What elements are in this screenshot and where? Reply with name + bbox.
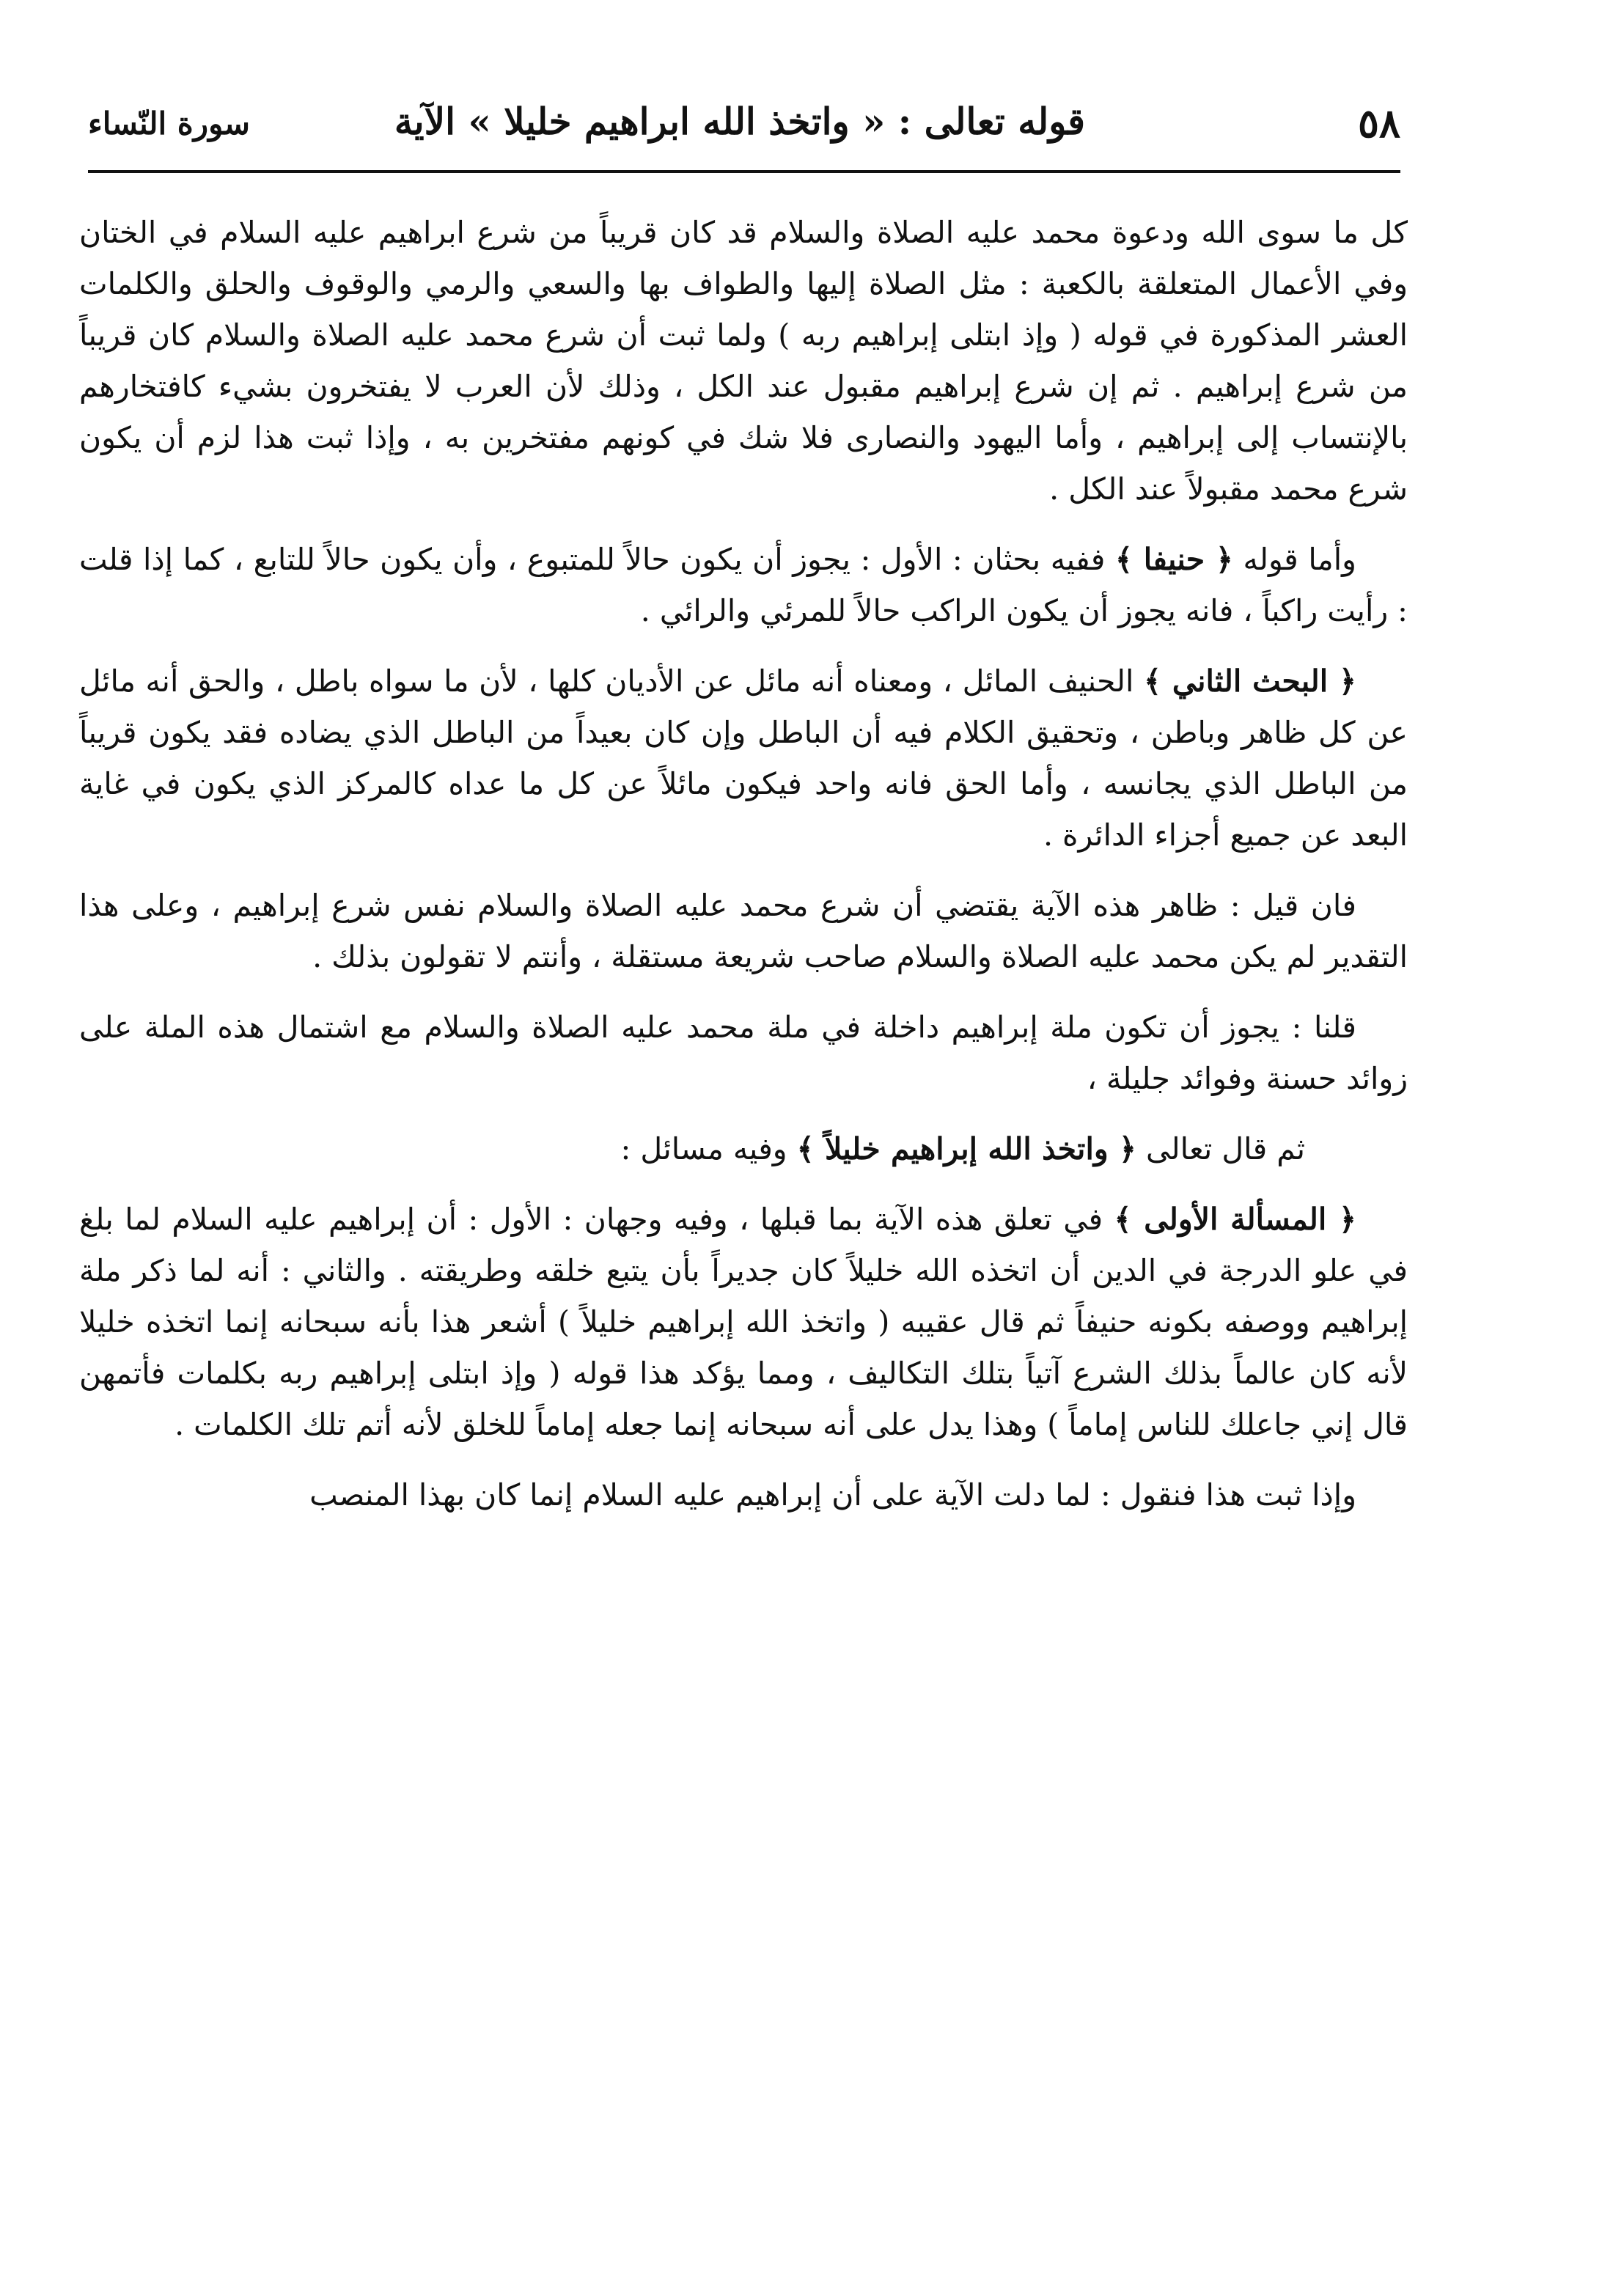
quoted-verse: ﴿ واتخذ الله إبراهيم خليلاً ﴾ (796, 1131, 1136, 1166)
paragraph-text: الحنيف المائل ، ومعناه أنه مائل عن الأديان كلها ، لأن ما سواه باطل ، والحق أنه مائل عن كل ظاهر وباطن ، وتحقيق الكلام فيه أن الباطل وإن كان بعيداً من الباطل الذي يضاده فقد يكون قريباً من الباطل الذي يجانسه ، وأما الحق فانه واحد فيكون مائلاً عن كل ما عداه كالمركز الذي يكون في غاية البعد عن جميع أجزاء الدائرة . (79, 664, 1408, 853)
paragraph-text: وإذا ثبت هذا فنقول : لما دلت الآية على أن إبراهيم عليه السلام إنما كان بهذا المنصب (309, 1477, 1356, 1513)
paragraph-text: كل ما سوى الله ودعوة محمد عليه الصلاة والسلام قد كان قريباً من شرع ابراهيم عليه السلام في الختان وفي الأعمال المتعلقة بالكعبة : مثل الصلاة إليها والطواف بها والسعي والرمي والوقوف والحلق والكلمات العشر المذكورة في قوله ( وإذ ابتلى إبراهيم ربه ) ولما ثبت أن شرع محمد عليه الصلاة والسلام كان قريباً من شرع إبراهيم . ثم إن شرع إبراهيم مقبول عند الكل ، وذلك لأن العرب لا يفتخرون بشيء كافتخارهم بالإنتساب إلى إبراهيم ، وأما اليهود والنصارى فلا شك في كونهم مفتخرين به ، وإذا ثبت هذا لزم أن يكون شرع محمد مقبولاً عند الكل . (79, 215, 1408, 507)
section-heading: ﴿ البحث الثاني ﴾ (1144, 664, 1356, 699)
page-header (88, 95, 1400, 169)
quoted-term: ﴿ حنيفا ﴾ (1114, 542, 1233, 577)
paragraph-text: في تعلق هذه الآية بما قبلها ، وفيه وجهان : الأول : أن إبراهيم عليه السلام لما بلغ في علو الدرجة في الدين أن اتخذه الله خليلاً كان جديراً بأن يتبع خلقه وطريقته . والثاني : أنه لما ذكر ملة إبراهيم ووصفه بكونه حنيفاً ثم قال عقيبه ( واتخذ الله إبراهيم خليلاً ) أشعر هذا بأنه سبحانه إنما اتخذه خليلا لأنه كان عالماً بذلك الشرع آتياً بتلك التكاليف ، ومما يؤكد هذا قوله ( وإذ ابتلى إبراهيم ربه بكلمات فأتمهن قال إني جاعلك للناس إماماً ) وهذا يدل على أنه سبحانه إنما جعله إماماً للخلق لأنه أتم تلك الكلمات . (79, 1202, 1408, 1442)
paragraph-lead: وأما قوله (1243, 542, 1356, 577)
header-divider (88, 170, 1400, 173)
paragraph-3 (79, 655, 1408, 861)
running-title: قوله تعالى : « واتخذ الله ابراهيم خليلا » الآية (394, 100, 1085, 143)
paragraph-5 (79, 1001, 1408, 1104)
paragraph-8 (79, 1469, 1408, 1521)
paragraph-text: فان قيل : ظاهر هذه الآية يقتضي أن شرع محمد عليه الصلاة والسلام نفس شرع إبراهيم ، وعلى هذا التقدير لم يكن محمد عليه الصلاة والسلام صاحب شريعة مستقلة ، وأنتم لا تقولون بذلك . (79, 888, 1408, 974)
paragraph-4 (79, 880, 1408, 982)
page-body (79, 207, 1408, 1540)
paragraph-1 (79, 207, 1408, 515)
paragraph-6 (79, 1123, 1408, 1175)
section-heading: ﴿ المسألة الأولى ﴾ (1114, 1202, 1356, 1237)
paragraph-text: وفيه مسائل : (620, 1131, 787, 1166)
paragraph-lead: ثم قال تعالى (1146, 1131, 1305, 1166)
page-number: ٥٨ (1357, 100, 1400, 147)
surah-name: سورة النّساء (88, 106, 250, 142)
paragraph-text: ففيه بحثان : الأول : يجوز أن يكون حالاً للمتبوع ، وأن يكون حالاً للتابع ، كما إذا قلت : رأيت راكباً ، فانه يجوز أن يكون الراكب حالاً للمرئي والرائي . (79, 542, 1408, 628)
paragraph-2 (79, 534, 1408, 636)
paragraph-7 (79, 1194, 1408, 1450)
paragraph-text: قلنا : يجوز أن تكون ملة إبراهيم داخلة في ملة محمد عليه الصلاة والسلام مع اشتمال هذه الملة على زوائد حسنة وفوائد جليلة ، (79, 1010, 1408, 1096)
